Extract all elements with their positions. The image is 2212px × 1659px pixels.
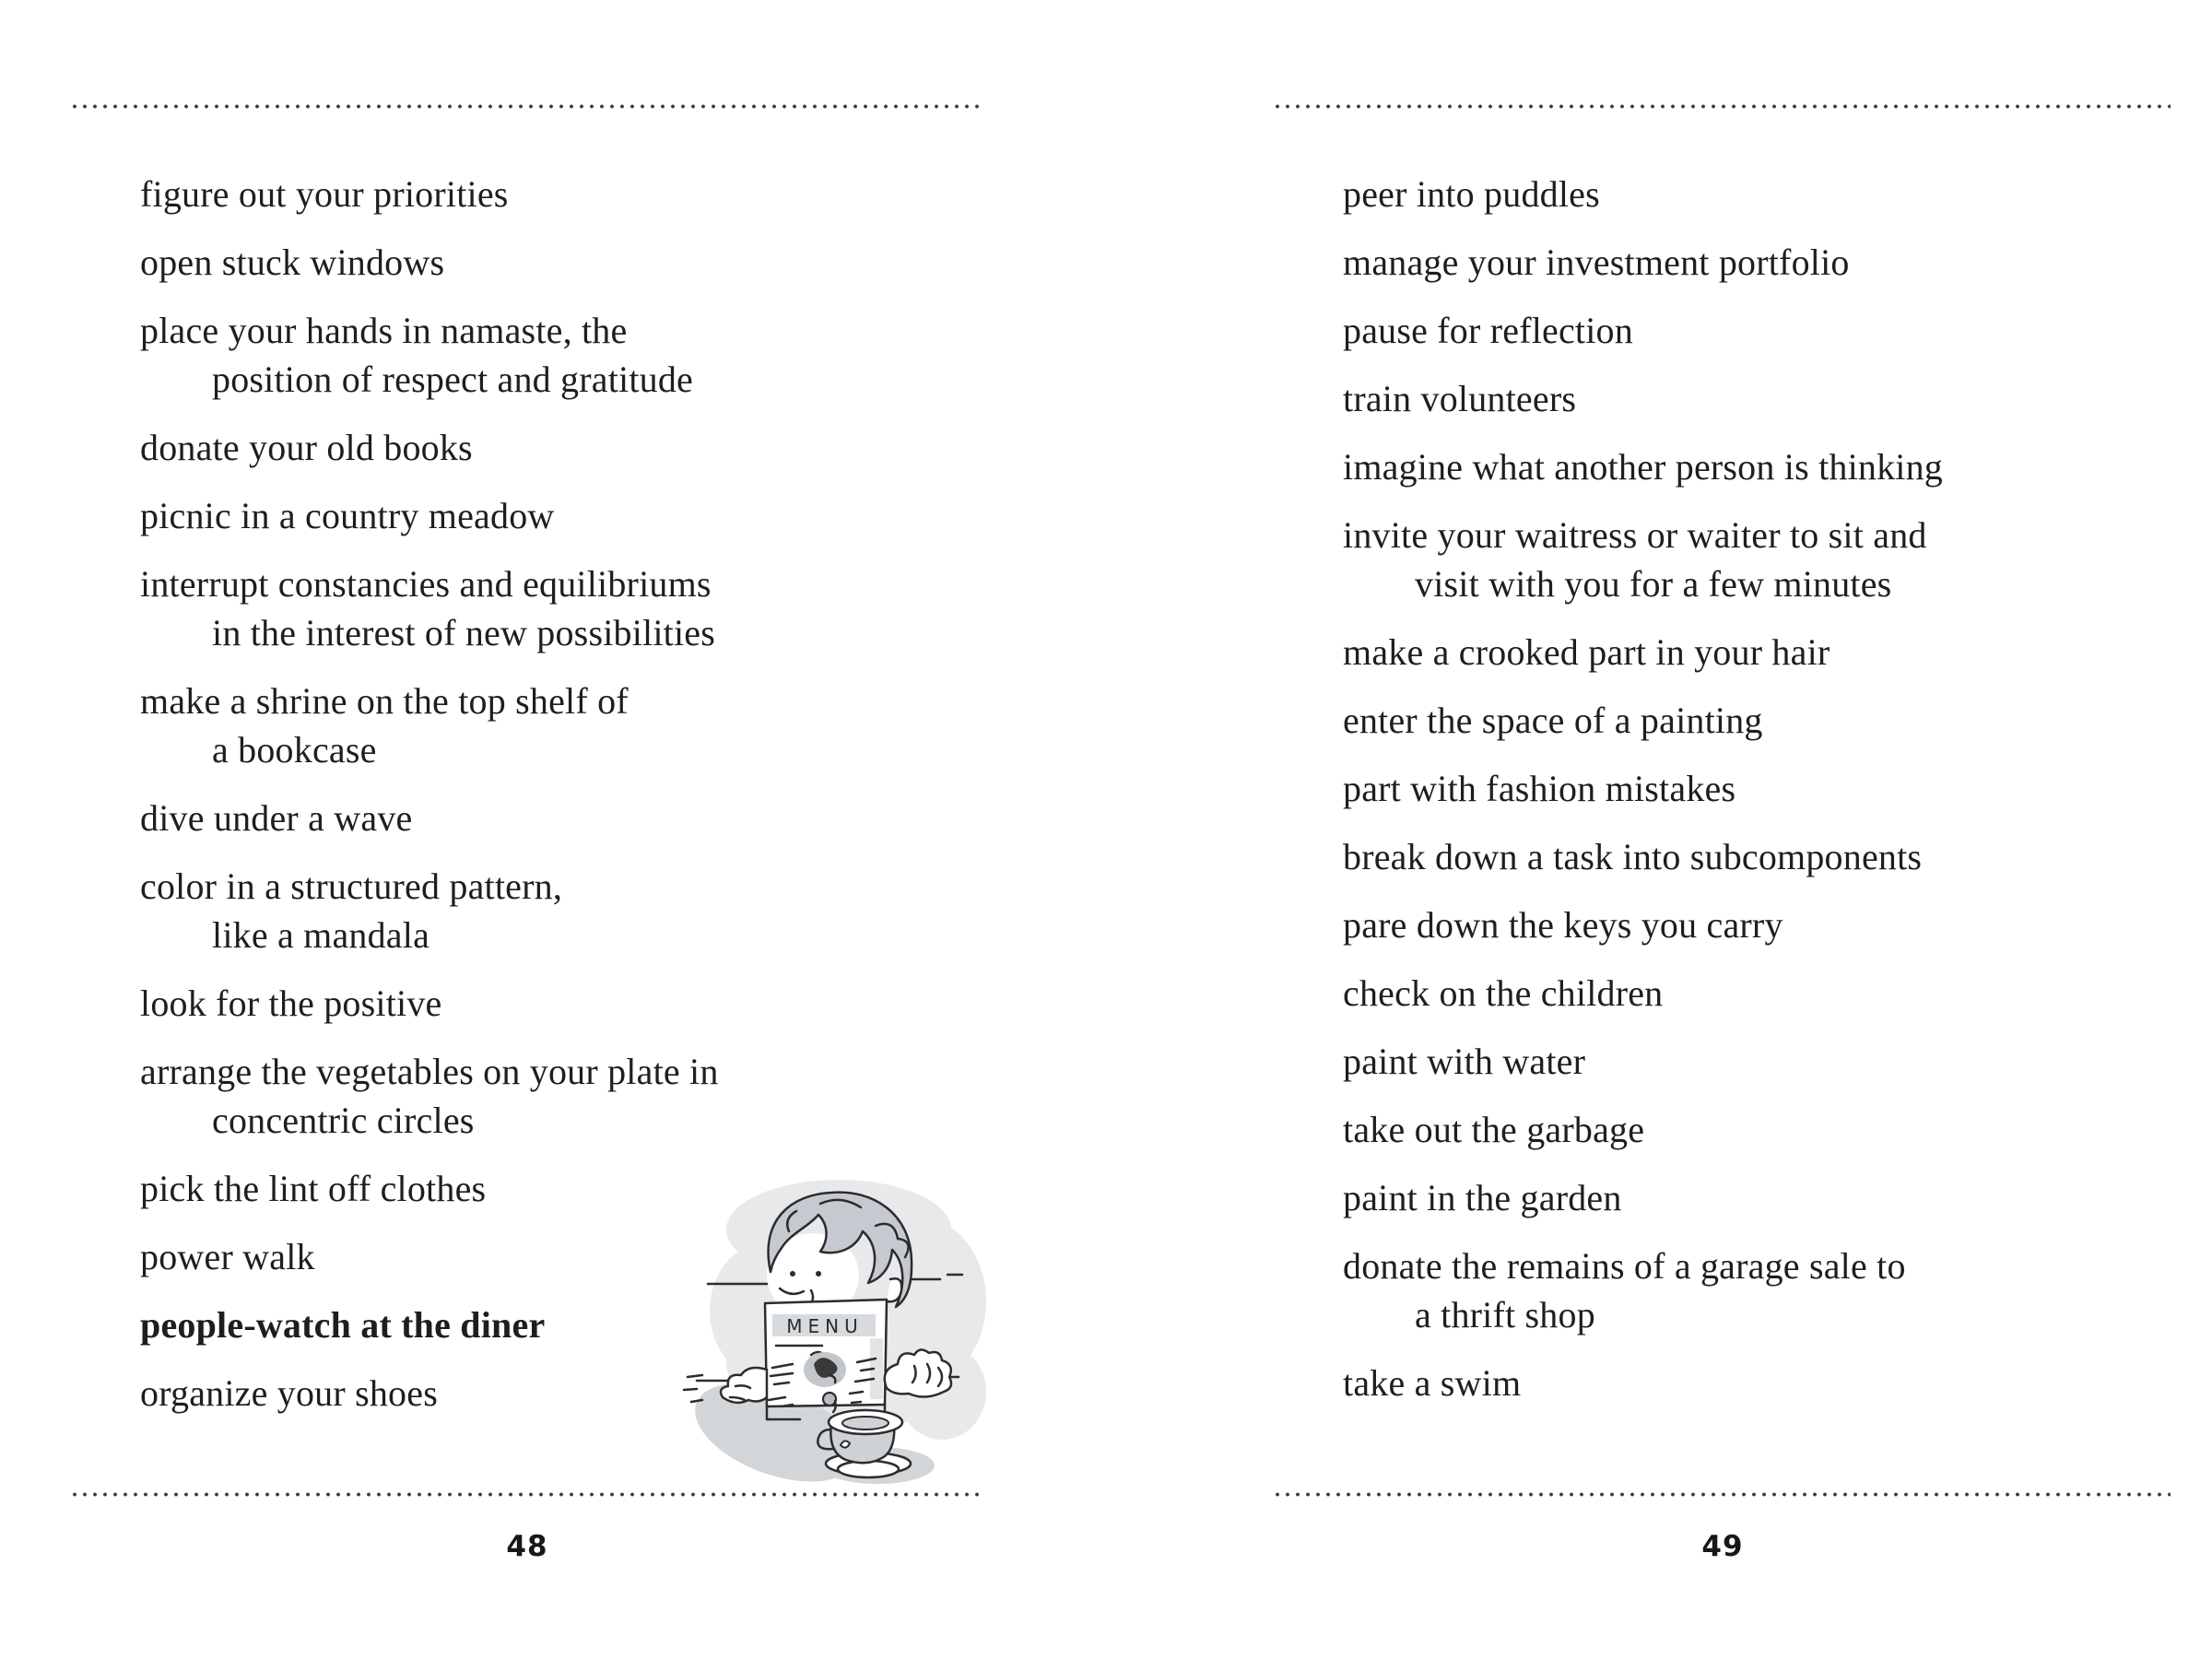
list-item xyxy=(1343,1359,2171,1407)
list-item-continuation: position of respect and gratitude xyxy=(212,359,694,400)
list-item-text: dive under a wave xyxy=(140,797,413,839)
list-item-text: open stuck windows xyxy=(140,241,445,283)
page-number-left: 48 xyxy=(506,1530,548,1563)
list-item-text: imagine what another person is thinking xyxy=(1343,446,1944,488)
list-item-text: train volunteers xyxy=(1343,378,1577,419)
dotted-rule-bottom xyxy=(1275,1491,2171,1498)
list-item xyxy=(1343,1241,2171,1339)
list-item xyxy=(1343,374,2171,423)
list-item-text: interrupt constancies and equilibriums xyxy=(140,563,712,605)
list-item xyxy=(1343,1173,2171,1222)
list-item-text: paint with water xyxy=(1343,1041,1586,1082)
list-item-text: look for the positive xyxy=(140,982,442,1024)
list-item xyxy=(1343,170,2171,218)
list-item-continuation: like a mandala xyxy=(212,914,430,956)
list-item-text: figure out your priorities xyxy=(140,173,509,215)
coffee-cup-icon xyxy=(818,1410,911,1477)
dotted-rule-bottom xyxy=(72,1491,982,1498)
list-item-continuation: in the interest of new possibilities xyxy=(212,612,716,653)
activity-list-right xyxy=(1343,170,2171,1427)
list-item-text: color in a structured pattern, xyxy=(140,865,563,907)
page-right xyxy=(1275,0,2171,1659)
list-item-text: pare down the keys you carry xyxy=(1343,904,1783,946)
list-item-text: picnic in a country meadow xyxy=(140,495,555,536)
list-item xyxy=(140,1047,982,1145)
list-item-text: paint in the garden xyxy=(1343,1177,1622,1218)
list-item-text: pick the lint off clothes xyxy=(140,1168,487,1209)
menu-label: MENU xyxy=(786,1315,864,1337)
list-item-text: make a crooked part in your hair xyxy=(1343,631,1830,673)
menu-card-icon xyxy=(765,1300,887,1419)
list-item xyxy=(140,491,982,540)
list-item-text: break down a task into subcomponents xyxy=(1343,836,1923,877)
list-item-continuation: visit with you for a few minutes xyxy=(1415,563,1892,605)
list-item xyxy=(1343,1105,2171,1154)
diner-illustration xyxy=(682,1172,992,1489)
list-item xyxy=(140,559,982,657)
list-item xyxy=(1343,628,2171,677)
list-item xyxy=(140,979,982,1028)
list-item-text: pause for reflection xyxy=(1343,310,1633,351)
list-item-text: make a shrine on the top shelf of xyxy=(140,680,629,722)
list-item-text: enter the space of a painting xyxy=(1343,700,1763,741)
page-number-right: 49 xyxy=(1701,1530,1744,1563)
list-item xyxy=(1343,442,2171,491)
dotted-rule-top xyxy=(72,103,982,110)
list-item-text: arrange the vegetables on your plate in xyxy=(140,1051,719,1092)
list-item xyxy=(140,170,982,218)
list-item-continuation: a bookcase xyxy=(212,729,377,771)
list-item xyxy=(1343,969,2171,1018)
list-item-text: peer into puddles xyxy=(1343,173,1600,215)
list-item xyxy=(1343,832,2171,881)
list-item-text: people-watch at the diner xyxy=(140,1304,546,1346)
list-item xyxy=(1343,764,2171,813)
list-item xyxy=(140,677,982,774)
list-item xyxy=(1343,900,2171,949)
list-item xyxy=(140,238,982,287)
list-item xyxy=(1343,1037,2171,1086)
list-item xyxy=(1343,511,2171,608)
dotted-rule-top xyxy=(1275,103,2171,110)
list-item xyxy=(140,862,982,959)
list-item xyxy=(1343,696,2171,745)
person-head-icon xyxy=(767,1193,912,1318)
list-item-text: manage your investment portfolio xyxy=(1343,241,1850,283)
list-item-text: take out the garbage xyxy=(1343,1109,1645,1150)
list-item xyxy=(140,306,982,404)
list-item xyxy=(1343,238,2171,287)
list-item-text: invite your waitress or waiter to sit and xyxy=(1343,514,1927,556)
list-item-text: place your hands in namaste, the xyxy=(140,310,628,351)
list-item-text: check on the children xyxy=(1343,972,1664,1014)
page-left xyxy=(72,0,982,1659)
list-item-text: organize your shoes xyxy=(140,1372,438,1414)
list-item-text: take a swim xyxy=(1343,1362,1522,1404)
list-item-text: part with fashion mistakes xyxy=(1343,768,1736,809)
list-item-continuation: concentric circles xyxy=(212,1100,475,1141)
list-item xyxy=(140,794,982,842)
list-item xyxy=(1343,306,2171,355)
list-item xyxy=(140,423,982,472)
list-item-continuation: a thrift shop xyxy=(1415,1294,1595,1335)
list-item-text: donate the remains of a garage sale to xyxy=(1343,1245,1906,1287)
list-item-text: power walk xyxy=(140,1236,315,1277)
list-item-text: donate your old books xyxy=(140,427,473,468)
